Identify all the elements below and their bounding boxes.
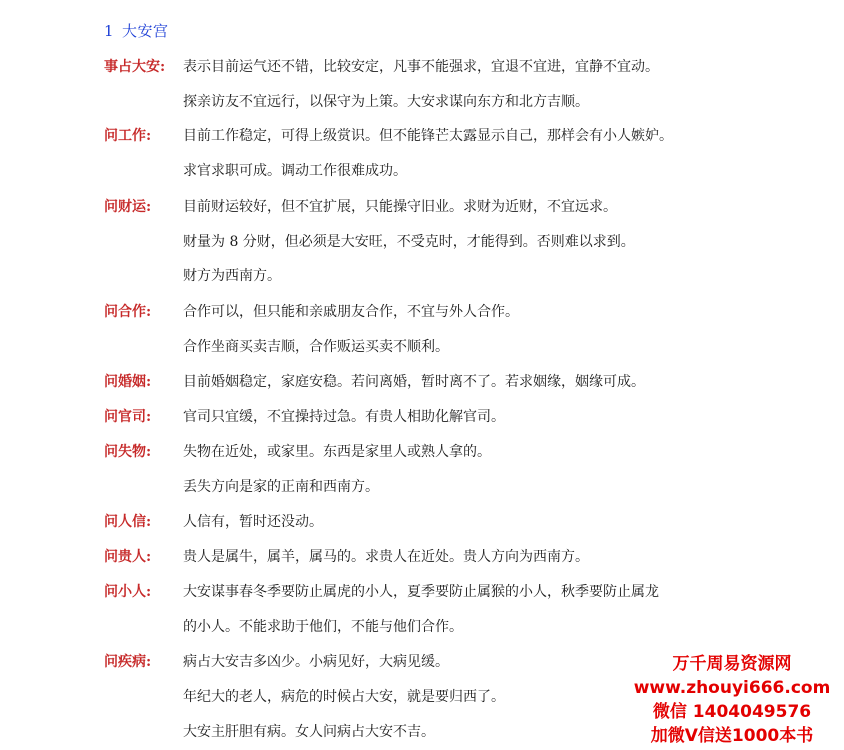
entry-label: 事占大安:	[104, 59, 166, 75]
watermark-url: www.zhouyi666.com	[633, 678, 831, 698]
entry-text: 失物在近处，或家里。东西是家里人或熟人拿的。	[183, 444, 491, 460]
watermark-promo: 加微V信送1000本书	[650, 726, 814, 746]
entry-text: 的小人。不能求助于他们，不能与他们合作。	[183, 619, 463, 635]
section-title: 大安宫	[122, 22, 169, 40]
entry-label: 问婚姻:	[104, 374, 152, 390]
section-heading	[104, 20, 169, 41]
entry-text: 官司只宜缓，不宜操持过急。有贵人相助化解官司。	[183, 409, 505, 425]
entry-text: 大安主肝胆有病。女人问病占大安不吉。	[183, 724, 435, 740]
watermark	[632, 652, 832, 748]
entry-text: 合作可以，但只能和亲戚朋友合作，不宜与外人合作。	[183, 304, 519, 320]
entry-text: 病占大安吉多凶少。小病见好，大病见缓。	[183, 654, 449, 670]
watermark-wechat: 微信 1404049576	[652, 702, 812, 722]
entry-label: 问人信:	[104, 514, 152, 530]
entry-text: 丢失方向是家的正南和西南方。	[183, 479, 379, 495]
entry-text: 目前财运较好，但不宜扩展，只能操守旧业。求财为近财，不宜远求。	[183, 199, 617, 215]
entry-text: 探亲访友不宜远行，以保守为上策。大安求谋向东方和北方吉顺。	[183, 94, 589, 110]
entry-label: 问官司:	[104, 409, 152, 425]
entry-text: 财量为 8 分财，但必须是大安旺，不受克时，才能得到。否则难以求到。	[183, 234, 635, 250]
entry-text: 目前工作稳定，可得上级赏识。但不能锋芒太露显示自己，那样会有小人嫉妒。	[183, 128, 673, 144]
entry-label: 问合作:	[104, 304, 152, 320]
entry-text: 求官求职可成。调动工作很难成功。	[183, 163, 407, 179]
section-number: 1	[104, 22, 115, 40]
entry-label: 问贵人:	[104, 549, 152, 565]
entry-text: 贵人是属牛，属羊，属马的。求贵人在近处。贵人方向为西南方。	[183, 549, 589, 565]
entry-text: 财方为西南方。	[183, 268, 281, 284]
entry-text: 合作坐商买卖吉顺，合作贩运买卖不顺利。	[183, 339, 449, 355]
entry-label: 问财运:	[104, 199, 152, 215]
entry-text: 人信有，暂时还没动。	[183, 514, 323, 530]
entry-label: 问小人:	[104, 584, 152, 600]
entry-label: 问失物:	[104, 444, 152, 460]
entry-text: 大安谋事春冬季要防止属虎的小人，夏季要防止属猴的小人，秋季要防止属龙	[183, 584, 659, 600]
entry-label: 问工作:	[104, 128, 152, 144]
watermark-site-name: 万千周易资源网	[672, 654, 792, 674]
entry-text: 年纪大的老人，病危的时候占大安，就是要归西了。	[183, 689, 505, 705]
entry-text: 表示目前运气还不错，比较安定，凡事不能强求，宜退不宜进，宜静不宜动。	[183, 59, 659, 75]
entry-label: 问疾病:	[104, 654, 152, 670]
entry-text: 目前婚姻稳定，家庭安稳。若问离婚，暂时离不了。若求姻缘，姻缘可成。	[183, 374, 645, 390]
